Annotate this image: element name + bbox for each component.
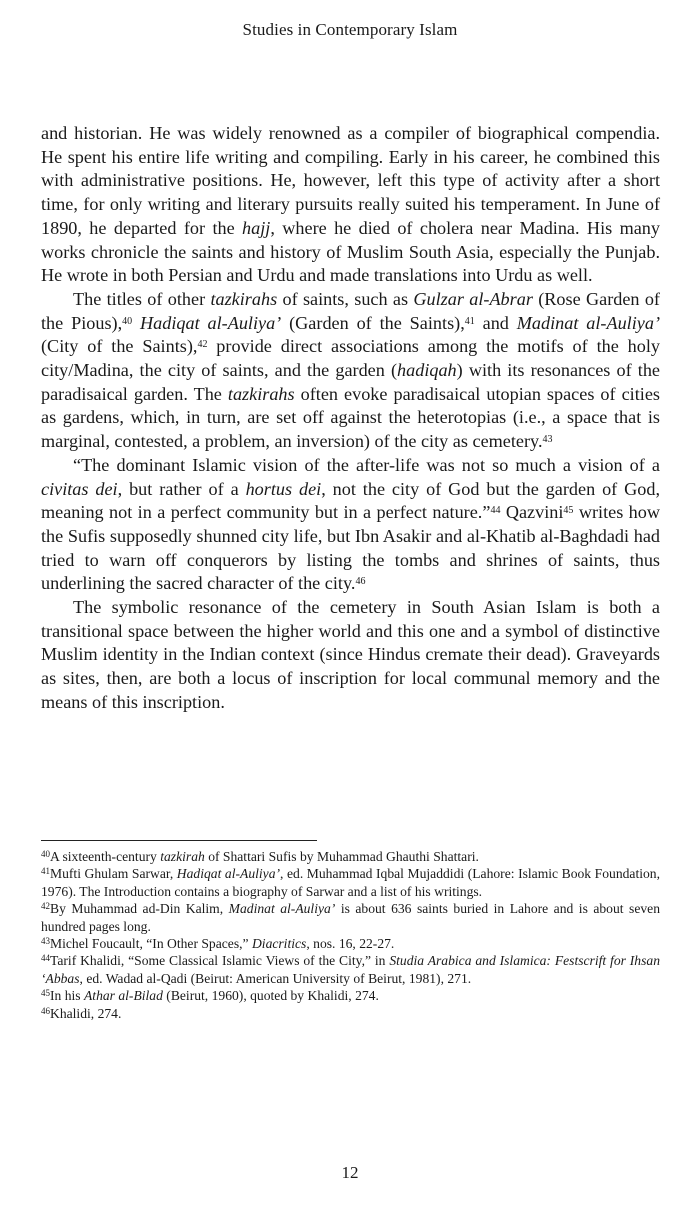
footnote-ref[interactable]: 43 <box>542 434 553 446</box>
footnote-45 <box>41 987 660 1004</box>
footnote-number: 45 <box>41 988 50 999</box>
footnote-ref[interactable]: 40 <box>122 315 133 327</box>
footnote-text: By Muhammad ad-Din Kalim, <box>50 901 229 917</box>
italic-term: hadiqah <box>397 360 457 381</box>
paragraph-text: (City of the Saints), <box>41 336 198 357</box>
footnote-text: Tarif Khalidi, “Some Classical Islamic Views of the City,” in <box>50 953 390 969</box>
footnote-number: 44 <box>41 953 50 964</box>
italic-term: civitas dei <box>41 478 118 499</box>
footnote-text: Mufti Ghulam Sarwar, <box>50 866 177 882</box>
paragraph-1 <box>41 122 660 288</box>
paragraph-text: (Garden of the Saints), <box>281 312 465 333</box>
footnote-ref[interactable]: 42 <box>197 339 208 351</box>
paragraph-text: , but rather of a <box>117 478 246 499</box>
footnote-43 <box>41 935 660 952</box>
footnote-text: , ed. Wadad al-Qadi (Beirut: American University of Beirut, 1981), 271. <box>79 970 472 986</box>
footnote-number: 40 <box>41 849 50 859</box>
footnote-ref[interactable]: 46 <box>355 576 366 588</box>
paragraph-text: of saints, such as <box>277 288 414 309</box>
paragraph-4: The symbolic resonance of the cemetery in South Asian Islam is both a transitional space between the higher world and this one and a symbol of distinctive Muslim identity in the Indian context (since Hindus cremate their dead). Graveyards as sites, then, are both a locus of inscription for local communal memory and the means of this inscription. <box>41 597 660 712</box>
footnote-text: of Shattari Sufis by Muhammad Ghauthi Shattari. <box>204 849 479 864</box>
footnote-italic: Hadiqat al-Auliya’ <box>176 866 281 882</box>
footnote-46 <box>41 1005 660 1022</box>
footnote-italic: Studia Arabica and Islamica: Festscrift for Ihsan ‘Abbas <box>41 953 660 986</box>
paragraph-text: , not the city of God but the garden of God, meaning not in a perfect community but in a perfect nature.” <box>41 478 660 523</box>
footnote-text: is about 636 saints buried in Lahore and is about seven hundred pages long. <box>41 901 660 934</box>
footnote-italic: Diacritics <box>251 936 307 952</box>
paragraph-text: and <box>474 312 517 333</box>
paragraph-text: The titles of other <box>73 288 211 309</box>
paragraph-text: often evoke paradisaical utopian spaces of cities as gardens, which, in turn, are set off against the heterotopias (i.e., a space that is marginal, contested, a problem, an inversion) of the city as cemetery. <box>41 383 660 452</box>
paragraph-text: provide direct associations among the motifs of the holy city/Madina, the city of saints, and the garden ( <box>41 336 660 381</box>
footnote-number: 42 <box>41 901 50 912</box>
footnote-text: , ed. Muhammad Iqbal Mujaddidi (Lahore: Islamic Book Foundation, 1976). The Introduction contains a biography of Sarwar and a list of his writings. <box>41 866 660 899</box>
footnote-41 <box>41 865 660 900</box>
paragraph-text: Qazvini <box>500 502 564 523</box>
footnote-ref[interactable]: 45 <box>563 505 574 517</box>
footnote-text: Michel Foucault, “In Other Spaces,” <box>50 936 252 952</box>
paragraph-text: writes how the Sufis supposedly shunned city life, but Ibn Asakir and al-Khatib al-Baghdadi had tried to warn off conquerors by listing the tombs and shrines of saints, thus underlining the sacred character of the city. <box>41 502 660 594</box>
footnote-ref[interactable]: 44 <box>490 505 501 517</box>
footnote-40 <box>41 848 660 865</box>
italic-term: tazkirahs <box>210 288 278 309</box>
footnote-text: In his <box>50 988 84 1004</box>
paragraph-text: and historian. He was widely renowned as a compiler of biographical compendia. He spent his entire life writing and compiling. Early in his career, he combined this with administrative positions. He, however, left this type of activity after a short time, for only writing and literary pursuits really suited his temperament. In June of 1890, he departed for the <box>41 123 660 238</box>
footnote-44 <box>41 952 660 987</box>
footnotes <box>41 848 660 1022</box>
italic-term: hajj <box>242 217 271 238</box>
footnote-text: A sixteenth-century <box>50 849 161 864</box>
paragraph-text: (Rose Garden of the Pious), <box>41 288 660 333</box>
footnote-italic: Athar al-Bilad <box>83 988 163 1004</box>
footnote-divider <box>41 840 317 841</box>
paragraph-text: “The dominant Islamic vision of the after-life was not so much a vision of a <box>73 454 660 475</box>
running-title: Studies in Contemporary Islam <box>242 20 458 39</box>
footnote-42 <box>41 900 660 935</box>
footnote-ref[interactable]: 41 <box>464 315 475 327</box>
italic-term: Hadiqat al-Auliya’ <box>140 312 282 333</box>
paragraph-text: ) with its resonances of the paradisaical garden. The <box>41 360 660 404</box>
footnote-text: (Beirut, 1960), quoted by Khalidi, 274. <box>162 988 379 1004</box>
footnote-italic: tazkirah <box>160 849 205 864</box>
page-number: 12 <box>341 1163 359 1182</box>
footnote-text: , nos. 16, 22-27. <box>306 936 395 952</box>
italic-term: hortus dei <box>245 478 322 499</box>
footnote-number: 43 <box>41 936 50 947</box>
italic-term: Madinat al-Auliya’ <box>516 312 661 333</box>
paragraph-2 <box>41 288 660 454</box>
main-text <box>41 122 660 715</box>
italic-term: Gulzar al-Abrar <box>413 288 533 309</box>
paragraph-text: , where he died of cholera near Madina. His many works chronicle the saints and history of Muslim South Asia, especially the Punjab. He wrote in both Persian and Urdu and made translations into Urdu as well. <box>41 217 660 286</box>
italic-term: tazkirahs <box>227 383 295 404</box>
footnote-italic: Madinat al-Auliya’ <box>228 901 336 917</box>
footnote-number: 41 <box>41 866 50 877</box>
footnote-text: Khalidi, 274. <box>50 1005 122 1021</box>
footnote-number: 46 <box>41 1005 50 1016</box>
paragraph-3 <box>41 454 660 596</box>
